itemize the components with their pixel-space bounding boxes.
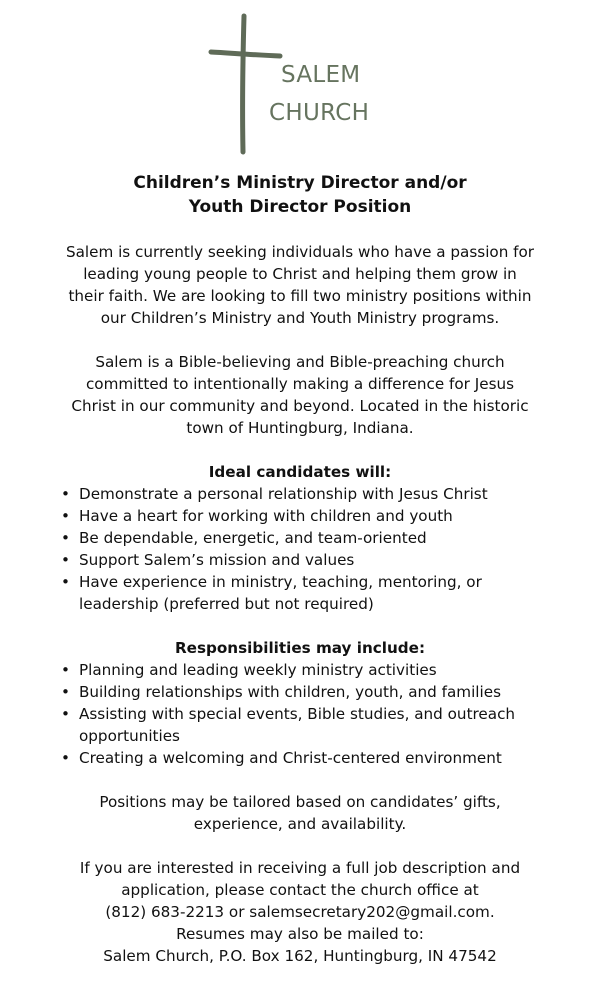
bullet-icon: • bbox=[61, 485, 70, 503]
church-logo bbox=[205, 12, 405, 162]
text-line: Salem is a Bible-believing and Bible-preaching church bbox=[95, 353, 505, 371]
contact-details: (812) 683-2213 or salemsecretary202@gmail.com. bbox=[105, 903, 495, 921]
text-line: our Children’s Ministry and Youth Ministry programs. bbox=[100, 309, 500, 327]
list-item bbox=[58, 747, 558, 769]
bullet-icon: • bbox=[61, 507, 70, 525]
list-item-text: Be dependable, energetic, and team-oriented bbox=[79, 529, 427, 547]
list-item-text: Assisting with special events, Bible studies, and outreach opportunities bbox=[79, 705, 516, 745]
tailor-paragraph bbox=[40, 791, 560, 835]
text-line: their faith. We are looking to fill two ministry positions within bbox=[68, 287, 532, 305]
text-line: If you are interested in receiving a full job description and bbox=[79, 859, 521, 877]
text-line: application, please contact the church office at bbox=[121, 881, 479, 899]
ideal-candidates-list bbox=[58, 483, 558, 615]
text-line: committed to intentionally making a difference for Jesus bbox=[85, 375, 515, 393]
list-item bbox=[58, 483, 558, 505]
list-item bbox=[58, 659, 558, 681]
list-item bbox=[58, 505, 558, 527]
list-item bbox=[58, 703, 558, 747]
text-line: experience, and availability. bbox=[193, 815, 407, 833]
contact-paragraph bbox=[40, 857, 560, 967]
bullet-icon: • bbox=[61, 683, 70, 701]
text-line: Christ in our community and beyond. Located in the historic bbox=[71, 397, 529, 415]
responsibilities-heading: Responsibilities may include: bbox=[174, 639, 426, 657]
list-item-text: Support Salem’s mission and values bbox=[79, 551, 355, 569]
list-item bbox=[58, 681, 558, 703]
list-item bbox=[58, 527, 558, 549]
cross-icon bbox=[205, 12, 285, 162]
bullet-icon: • bbox=[61, 749, 70, 767]
mailing-address: Salem Church, P.O. Box 162, Huntingburg, IN 47542 bbox=[103, 947, 497, 965]
list-item-text: Have a heart for working with children and youth bbox=[79, 507, 453, 525]
title-line: Youth Director Position bbox=[188, 197, 412, 217]
responsibilities-list bbox=[58, 659, 558, 769]
logo-text-church: CHURCH bbox=[269, 100, 370, 126]
list-item-text: Planning and leading weekly ministry activities bbox=[79, 661, 437, 679]
list-item-text: Have experience in ministry, teaching, mentoring, or leadership (preferred but not required) bbox=[79, 573, 482, 613]
about-paragraph bbox=[40, 351, 560, 439]
bullet-icon: • bbox=[61, 661, 70, 679]
bullet-icon: • bbox=[61, 705, 70, 723]
text-line: Positions may be tailored based on candidates’ gifts, bbox=[99, 793, 501, 811]
bullet-icon: • bbox=[61, 551, 70, 569]
logo-text-salem: SALEM bbox=[281, 62, 361, 88]
list-item-text: Building relationships with children, youth, and families bbox=[79, 683, 501, 701]
title-line: Children’s Ministry Director and/or bbox=[133, 173, 467, 193]
text-line: Resumes may also be mailed to: bbox=[176, 925, 424, 943]
bullet-icon: • bbox=[61, 529, 70, 547]
bullet-icon: • bbox=[61, 573, 70, 591]
page-title bbox=[0, 171, 600, 219]
ideal-candidates-heading: Ideal candidates will: bbox=[208, 463, 392, 481]
intro-paragraph bbox=[40, 241, 560, 329]
list-item-text: Creating a welcoming and Christ-centered environment bbox=[79, 749, 502, 767]
list-item-text: Demonstrate a personal relationship with Jesus Christ bbox=[79, 485, 488, 503]
text-line: Salem is currently seeking individuals who have a passion for bbox=[65, 243, 535, 261]
text-line: leading young people to Christ and helping them grow in bbox=[83, 265, 517, 283]
list-item bbox=[58, 571, 558, 615]
list-item bbox=[58, 549, 558, 571]
text-line: town of Huntingburg, Indiana. bbox=[186, 419, 414, 437]
